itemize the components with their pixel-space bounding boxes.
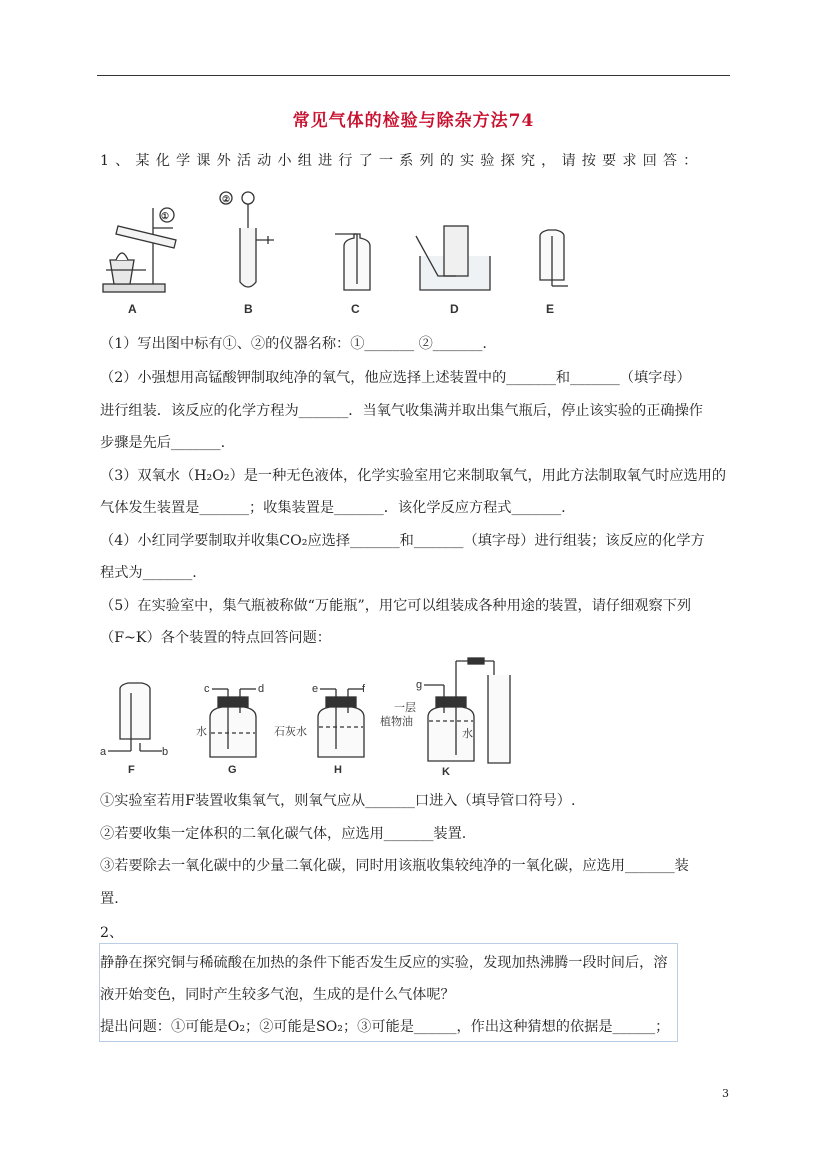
question-2-number: 2、 <box>100 925 124 941</box>
label-f-port: f <box>362 683 366 695</box>
figure-apparatus-a-e <box>98 188 578 318</box>
label-limewater: 石灰水 <box>274 726 307 738</box>
page-number: 3 <box>722 1087 729 1100</box>
label-k: K <box>442 766 450 778</box>
question-1-stem: 1、某化学课外活动小组进行了一系列的实验探究，请按要求回答： <box>100 153 704 169</box>
question-1-sub-2: ②若要收集一定体积的二氧化碳气体，应选用_______装置. <box>100 826 467 842</box>
label-h: H <box>334 764 342 776</box>
bottle-k <box>424 658 510 763</box>
bottle-h <box>318 689 364 757</box>
apparatus-b <box>220 192 274 287</box>
label-a: A <box>128 302 137 316</box>
bottle-f <box>108 683 162 751</box>
question-2-line-1: 静静在探究铜与稀硫酸在加热的条件下能否发生反应的实验，发现加热沸腾一段时间后，溶 <box>100 955 668 971</box>
label-c: C <box>351 302 360 316</box>
question-1-sub-1: ①实验室若用F装置收集氧气，则氧气应从_______口进入（填导管口符号）. <box>100 793 576 809</box>
question-2-line-2: 液开始变色，同时产生较多气泡，生成的是什么气体呢？ <box>100 987 455 1003</box>
apparatus-e <box>540 230 568 286</box>
header-rule <box>97 75 730 76</box>
apparatus-c <box>335 234 370 290</box>
label-d: D <box>450 302 459 316</box>
label-g-port: g <box>416 679 423 691</box>
question-1-sub-4: 置. <box>100 891 119 907</box>
bottle-g <box>210 689 256 757</box>
label-g: G <box>228 764 237 776</box>
apparatus-d <box>416 226 490 290</box>
question-1-line-7: （4）小红同学要制取并收集CO₂应选择_______和_______（填字母）进行组装；该反应的化学方 <box>100 533 705 549</box>
question-1-line-3: 进行组装．该反应的化学方程为_______．当氧气收集满并取出集气瓶后，停止该实验的正确操作 <box>100 403 703 419</box>
label-e: E <box>546 302 555 316</box>
label-oil-line2: 植物油 <box>380 716 413 728</box>
label-f: F <box>128 764 135 776</box>
figure-bottles-f-k <box>98 655 538 780</box>
label-water-g: 水 <box>196 726 207 738</box>
label-water-k: 水 <box>462 728 473 740</box>
question-1-line-5: （3）双氧水（H₂O₂）是一种无色液体，化学实验室用它来制取氧气，用此方法制取氧气时应选用的 <box>100 468 727 484</box>
label-b: B <box>244 302 253 316</box>
question-1-line-10: （F~K）各个装置的特点回答问题： <box>100 630 331 646</box>
label-b: b <box>162 746 169 758</box>
question-1-line-9: （5）在实验室中，集气瓶被称做“万能瓶”，用它可以组装成各种用途的装置，请仔细观察下列 <box>100 598 692 614</box>
page-title: 常见气体的检验与除杂方法74 <box>292 111 535 131</box>
question-1-line-6: 气体发生装置是_______；收集装置是_______．该化学反应方程式_______. <box>100 500 566 516</box>
label-mark2: ② <box>221 194 231 204</box>
label-d: d <box>258 683 265 695</box>
label-oil-line1: 一层 <box>394 702 416 714</box>
question-1-line-2: （2）小强想用高锰酸钾制取纯净的氧气，他应选择上述装置中的_______和_______（填字母） <box>100 370 691 386</box>
label-c: c <box>204 683 210 695</box>
question-1-line-4: 步骤是先后_______. <box>100 435 226 451</box>
label-a: a <box>100 746 107 758</box>
question-1-line-8: 程式为_______. <box>100 565 197 581</box>
question-2-line-3: 提出问题：①可能是O₂；②可能是SO₂；③可能是______，作出这种猜想的依据是______； <box>100 1019 670 1035</box>
label-e: e <box>312 683 319 695</box>
question-1-line-1: （1）写出图中标有①、②的仪器名称：①_______ ②_______. <box>100 336 487 352</box>
question-1-sub-3: ③若要除去一氧化碳中的少量二氧化碳，同时用该瓶收集较纯净的一氧化碳，应选用_______装 <box>100 858 689 874</box>
label-mark1: ① <box>160 211 170 221</box>
